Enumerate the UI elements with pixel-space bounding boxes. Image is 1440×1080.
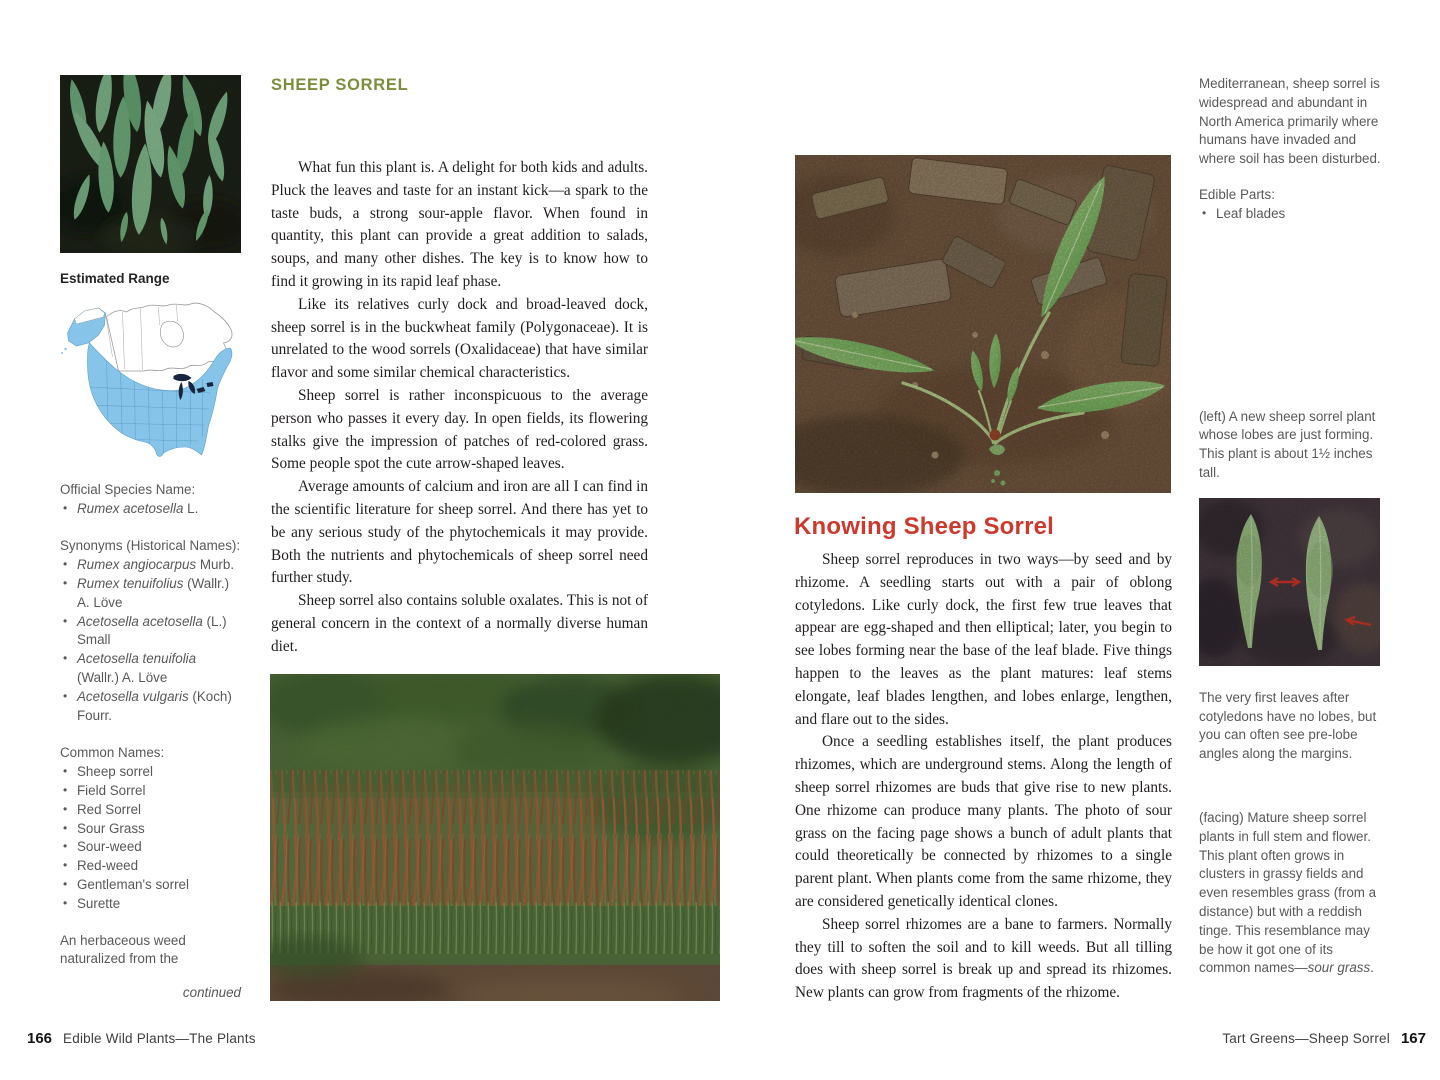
list-item: • Acetosella acetosella (L.) Small xyxy=(60,613,241,651)
list-item: • Rumex angiocarpus Murb. xyxy=(60,556,241,575)
right-body-text xyxy=(795,549,1172,1005)
common-names-label: Common Names: xyxy=(60,745,165,761)
list-item: • Red-weed xyxy=(60,857,241,876)
sour-grass-field-photo xyxy=(270,674,720,1001)
range-map xyxy=(60,297,241,467)
sidebar-intro-text: Mediterranean, sheep sorrel is widespread and abundant in North America primarily where humans have invaded and where soil has been disturbed. xyxy=(1199,76,1381,167)
right-page-footer xyxy=(1222,1030,1426,1047)
first-leaves-photo xyxy=(1199,498,1380,666)
estimated-range-label: Estimated Range xyxy=(60,271,170,286)
caption-facing-photo: (facing) Mature sheep sorrel plants in full stem and flower. This plant often grows in clusters in grassy fields and even resembles grass (from a distance) but with a reddish tinge. This resemblance may be how it got one of its common names—sour grass. xyxy=(1199,809,1377,976)
paragraph: Average amounts of calcium and iron are all I can find in the scientific literature for sheep sorrel. And there has yet to be any serious study of the phytochemicals it may provide. Both the nutrients and phytochemicals of sheep sorrel need further study. xyxy=(271,478,648,587)
page-title-sheep-sorrel: SHEEP SORREL xyxy=(271,76,409,94)
running-title: Edible Wild Plants—The Plants xyxy=(63,1031,256,1046)
paragraph: Sheep sorrel also contains soluble oxalates. This is not of general concern in the context of a normally diverse human diet. xyxy=(271,592,648,655)
caption-left-photo: (left) A new sheep sorrel plant whose lobes are just forming. This plant is about 1½ inches tall. xyxy=(1199,408,1376,480)
page-number: 167 xyxy=(1400,1030,1426,1047)
list-item: • Rumex acetosella L. xyxy=(60,500,241,519)
synonyms-list xyxy=(60,556,241,725)
right-sidebar xyxy=(1199,75,1385,978)
list-item: • Acetosella tenuifolia (Wallr.) A. Löve xyxy=(60,650,241,688)
paragraph: Like its relatives curly dock and broad-leaved dock, sheep sorrel is in the buckwheat family (Polygonaceae). It is unrelated to the wood sorrels (Oxalidaceae) that have similar flavor and some similar chemical characteristics. xyxy=(271,295,648,382)
list-item: • Red Sorrel xyxy=(60,801,241,820)
sheep-sorrel-plants-photo xyxy=(60,75,241,253)
list-item: • Leaf blades xyxy=(1199,205,1385,224)
page-number: 166 xyxy=(27,1030,53,1047)
edible-parts-label: Edible Parts: xyxy=(1199,186,1275,202)
paragraph: Sheep sorrel rhizomes are a bane to farmers. Normally they till to soften the soil and to kill weeds. But all tilling does with sheep sorrel is break up and spread its rhizomes. New plants can grow from fragments of the rhizome. xyxy=(795,915,1172,1002)
list-item: • Acetosella vulgaris (Koch) Fourr. xyxy=(60,688,241,726)
seedling-photo xyxy=(795,155,1171,493)
paragraph: Once a seedling establishes itself, the plant produces rhizomes, which are underground stems. Along the length of sheep sorrel rhizomes are buds that give rise to new plants. One rhizome can produce many plants. The photo of sour grass on the facing page shows a bunch of adult plants that could theoretically be connected by rhizomes to a single parent plant. When plants come from the same rhizome, they are considered genetically identical clones. xyxy=(795,733,1172,910)
paragraph: Sheep sorrel reproduces in two ways—by seed and by rhizome. A seedling starts out with a pair of oblong cotyledons. Like curly dock, the first few true leaves that appear are egg-shaped and then elliptical; later, you begin to see lobes forming near the base of the leaf blade. Five things happen to the leaves as the plant matures: leaf stems elongate, leaf blades lengthen, and lobes enlarge, lengthen, and flare out to the sides. xyxy=(795,551,1172,728)
species-name-label: Official Species Name: xyxy=(60,481,196,497)
paragraph: What fun this plant is. A delight for both kids and adults. Pluck the leaves and taste for an instant kick—a spark to the taste buds, a strong sour-apple flavor. When found in quantity, this plant can provide a great addition to salads, soups, and many other dishes. The key is to know how to find it growing in its rapid leaf phase. xyxy=(271,159,648,290)
continued-marker: continued xyxy=(182,985,241,1001)
common-names-list xyxy=(60,763,241,913)
edible-parts-list xyxy=(1199,205,1385,224)
left-body-text xyxy=(271,157,648,659)
caption-first-leaves: The very first leaves after cotyledons have no lobes, but you can often see pre-lobe angles along the margins. xyxy=(1199,689,1377,762)
running-title: Tart Greens—Sheep Sorrel xyxy=(1222,1031,1390,1046)
left-sidebar xyxy=(60,75,241,1003)
list-item: • Sheep sorrel xyxy=(60,763,241,782)
paragraph: Sheep sorrel is rather inconspicuous to the average person who passes it every day. In open fields, its flowering stalks give the impression of patches of red-colored grass. Some people spot the cute arrow-shaped leaves. xyxy=(271,386,648,473)
sidebar-trailing-text: An herbaceous weed naturalized from the xyxy=(60,932,186,967)
list-item: • Surette xyxy=(60,895,241,914)
species-name-list xyxy=(60,500,241,519)
left-page-footer xyxy=(27,1030,256,1047)
section-title-knowing-sheep-sorrel: Knowing Sheep Sorrel xyxy=(794,513,1055,540)
list-item: • Rumex tenuifolius (Wallr.) A. Löve xyxy=(60,575,241,613)
list-item: • Sour-weed xyxy=(60,838,241,857)
list-item: • Gentleman's sorrel xyxy=(60,876,241,895)
list-item: • Sour Grass xyxy=(60,820,241,839)
list-item: • Field Sorrel xyxy=(60,782,241,801)
synonyms-label: Synonyms (Historical Names): xyxy=(60,538,241,554)
